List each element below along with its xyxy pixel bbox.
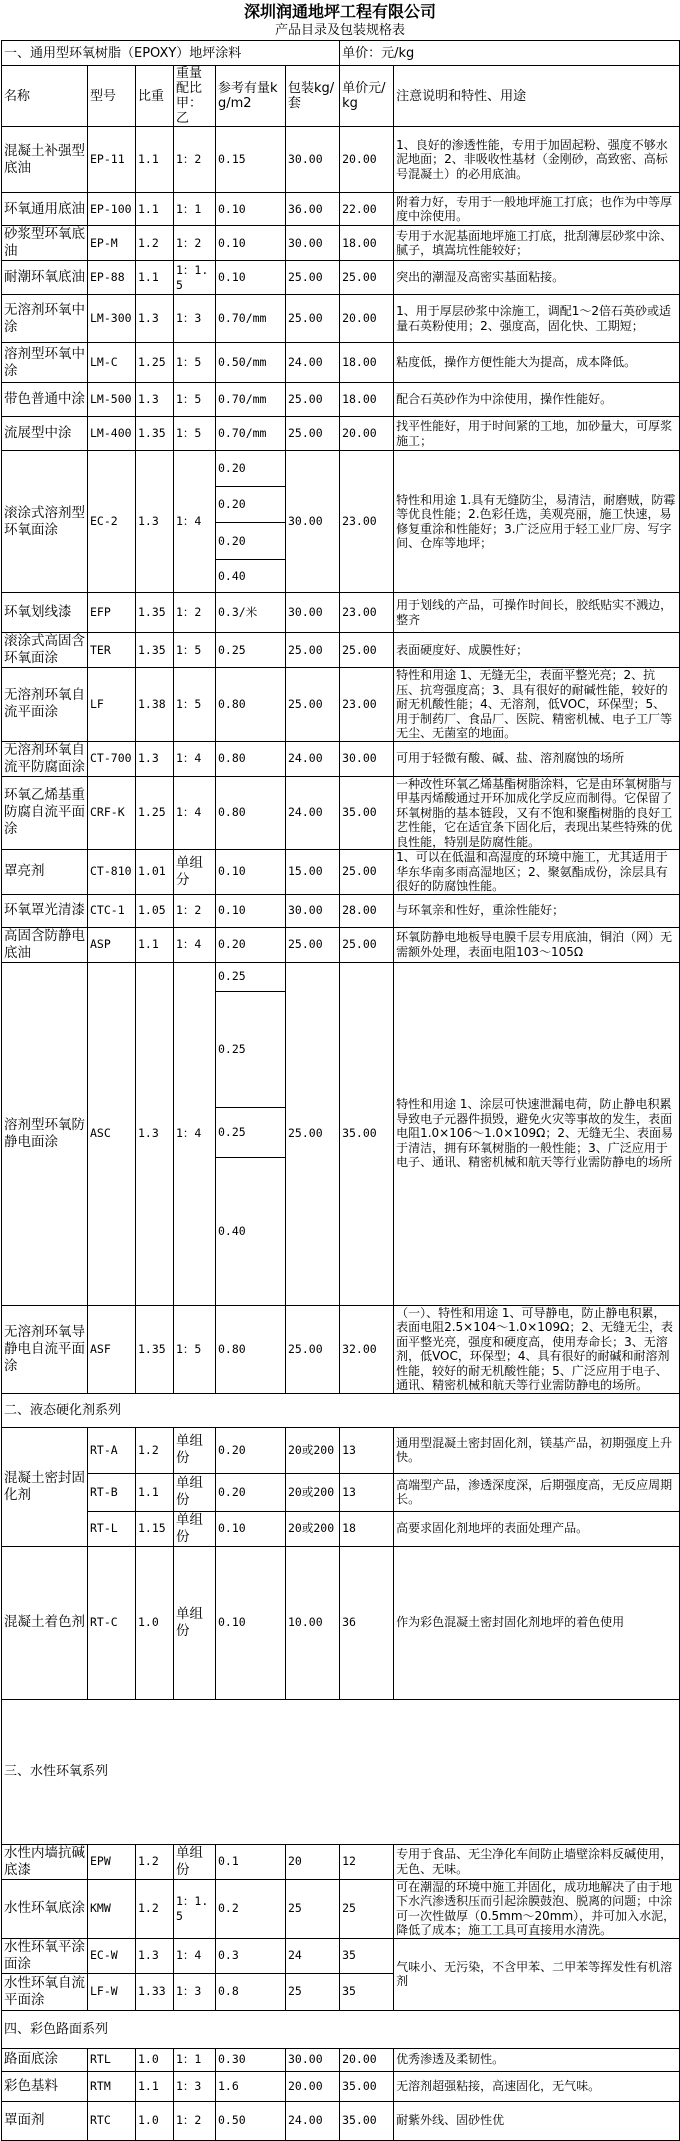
product-price: 20.00: [340, 2048, 394, 2071]
product-ratio: 1：1.5: [174, 261, 216, 295]
product-pack: 25.00: [286, 927, 340, 962]
product-pack: 25: [286, 1973, 340, 2010]
column-header-row: [2, 66, 680, 127]
product-model: CTC-1: [88, 894, 136, 927]
product-name: 高固含防静电底油: [2, 927, 88, 962]
product-price: 23.00: [340, 451, 394, 593]
product-sg: 1.1: [136, 927, 174, 962]
product-note: 与环氧亲和性好，重涂性能好；: [394, 894, 680, 927]
product-model: EP-M: [88, 226, 136, 261]
product-note: 优秀渗透及柔韧性。: [394, 2048, 680, 2071]
product-row: [2, 1879, 680, 1938]
product-usage: 0.80: [216, 741, 286, 776]
product-note: 找平性能好，用于时间紧的工地，加砂量大，可厚浆施工；: [394, 417, 680, 451]
product-ratio: 1：5: [174, 1305, 216, 1393]
product-ratio: 1：1.5: [174, 1879, 216, 1938]
product-price: 20.00: [340, 417, 394, 451]
product-price: 25.00: [340, 850, 394, 895]
column-ratio: 重量配比甲：乙: [174, 66, 216, 127]
product-usage: 0.10: [216, 261, 286, 295]
product-note: 高端型产品，渗透深度深，后期强度高，无反应周期长。: [394, 1473, 680, 1511]
product-name: 无溶剂环氧自流平面涂: [2, 668, 88, 742]
product-pack: 10.00: [286, 1546, 340, 1699]
product-usage: 0.50/mm: [216, 343, 286, 383]
product-row: [2, 1473, 680, 1511]
product-ratio: 1：5: [174, 417, 216, 451]
product-usage: 0.25: [216, 991, 286, 1107]
product-pack: 20.00: [286, 2071, 340, 2101]
product-model: RTL: [88, 2048, 136, 2071]
product-row: [2, 1305, 680, 1393]
product-pack: 25.00: [286, 295, 340, 343]
product-model: EP-88: [88, 261, 136, 295]
product-price: 28.00: [340, 894, 394, 927]
product-note: 粘度低，操作方便性能大为提高，成本降低。: [394, 343, 680, 383]
product-usage: 0.80: [216, 668, 286, 742]
product-row: [2, 593, 680, 633]
product-ratio: 单组分: [174, 850, 216, 895]
product-row: [2, 741, 680, 776]
product-usage: 0.10: [216, 850, 286, 895]
company-name: 深圳润通地坪工程有限公司: [243, 2, 436, 21]
product-note: 附着力好，专用于一般地坪施工打底；也作为中等厚度中涂使用。: [394, 193, 680, 226]
product-table: [1, 40, 680, 2141]
column-note: 注意说明和特性、用途: [394, 66, 680, 127]
product-ratio: 1：4: [174, 741, 216, 776]
product-price: 13: [340, 1473, 394, 1511]
product-sg: 1.15: [136, 1511, 174, 1546]
section-title: 一、通用型环氧树脂（EPOXY）地坪涂料: [2, 41, 340, 66]
product-sg: 1.3: [136, 1938, 174, 1973]
product-ratio: 1：5: [174, 668, 216, 742]
product-model: ASC: [88, 962, 136, 1305]
column-pack: 包装kg/套: [286, 66, 340, 127]
product-note: 高要求固化剂地坪的表面处理产品。: [394, 1511, 680, 1546]
product-ratio: 1：5: [174, 633, 216, 668]
product-price: 18.00: [340, 226, 394, 261]
product-ratio: 单组份: [174, 1511, 216, 1546]
product-model: EP-11: [88, 127, 136, 193]
product-pack: 20或200: [286, 1511, 340, 1546]
product-sg: 1.1: [136, 2071, 174, 2101]
product-name: 溶剂型环氧防静电面涂: [2, 962, 88, 1305]
product-price: 20.00: [340, 127, 394, 193]
product-sg: 1.3: [136, 962, 174, 1305]
product-usage: 0.40: [216, 560, 286, 593]
product-name: 罩面剂: [2, 2101, 88, 2140]
product-row: [2, 295, 680, 343]
product-usage: 0.50: [216, 2101, 286, 2140]
product-name: 环氧乙烯基重防腐自流平面涂: [2, 776, 88, 850]
column-price: 单价元/kg: [340, 66, 394, 127]
product-note: 气味小、无污染，不含甲苯、二甲苯等挥发性有机溶剂: [394, 1938, 680, 2010]
product-sg: 1.1: [136, 261, 174, 295]
product-name: 环氧罩光清漆: [2, 894, 88, 927]
product-sg: 1.0: [136, 1546, 174, 1699]
product-name: 无溶剂环氧导静电自流平面涂: [2, 1305, 88, 1393]
product-usage: 0.10: [216, 1511, 286, 1546]
product-usage: 0.20: [216, 523, 286, 560]
product-row: [2, 962, 680, 991]
product-usage: 0.8: [216, 1973, 286, 2010]
product-sg: 1.25: [136, 343, 174, 383]
product-sg: 1.38: [136, 668, 174, 742]
product-price: 32.00: [340, 1305, 394, 1393]
product-note: 突出的潮湿及高密实基面粘接。: [394, 261, 680, 295]
product-sg: 1.3: [136, 451, 174, 593]
product-sg: 1.0: [136, 2048, 174, 2071]
product-note: 可在潮湿的环境中施工并固化，成功地解决了由于地下水汽渗透积压而引起涂膜鼓泡、脱离的问题；中涂可一次性做厚（0.5mm～20mm），并可加入水泥，降低了成本；施工工具可直接用水清洗。: [394, 1879, 680, 1938]
product-pack: 24.00: [286, 741, 340, 776]
product-note: 一种改性环氧乙烯基酯树脂涂料，它是由环氧树脂与甲基丙烯酸通过开环加成化学反应而制得。它保留了环氧树脂的基本链段，又有不饱和聚酯树脂的良好工艺性能，它在适宜条下固化后，表现出某些特殊的优良性能，特别是防腐性能。: [394, 776, 680, 850]
product-name: 路面底涂: [2, 2048, 88, 2071]
product-usage: 0.10: [216, 193, 286, 226]
product-model: RT-L: [88, 1511, 136, 1546]
product-row: [2, 417, 680, 451]
product-sg: 1.01: [136, 850, 174, 895]
product-sg: 1.33: [136, 1973, 174, 2010]
product-pack: 30.00: [286, 226, 340, 261]
product-ratio: 1：4: [174, 451, 216, 593]
product-model: ASF: [88, 1305, 136, 1393]
product-price: 35.00: [340, 2101, 394, 2140]
product-usage: 0.3/米: [216, 593, 286, 633]
product-model: ASP: [88, 927, 136, 962]
product-price: 35.00: [340, 2071, 394, 2101]
product-price: 36: [340, 1546, 394, 1699]
product-name: 混凝土着色剂: [2, 1546, 88, 1699]
product-row: [2, 2048, 680, 2071]
product-name: 无溶剂环氧自流平防腐面涂: [2, 741, 88, 776]
product-price: 30.00: [340, 741, 394, 776]
product-name: 溶剂型环氧中涂: [2, 343, 88, 383]
product-ratio: 1：2: [174, 593, 216, 633]
product-row: [2, 1844, 680, 1879]
product-model: KMW: [88, 1879, 136, 1938]
product-note: 特性和用途 1、无缝无尘，表面平整光亮；2、抗压、抗弯强度高；3、具有很好的耐碱性能，较好的耐无机酸性能；4、无溶剂，低VOC，环保型；5、用于制药厂、食品厂、医院、精密机械、电子工厂等无尘、无菌室的地面。: [394, 668, 680, 742]
section-header: [2, 41, 680, 66]
product-row: [2, 226, 680, 261]
product-model: CT-700: [88, 741, 136, 776]
product-note: 通用型混凝土密封固化剂，镁基产品，初期强度上升快。: [394, 1427, 680, 1473]
product-sg: 1.3: [136, 295, 174, 343]
product-ratio: 1：1: [174, 2048, 216, 2071]
product-note: 作为彩色混凝土密封固化剂地坪的着色使用: [394, 1546, 680, 1699]
product-name: 滚涂式高固含环氧面涂: [2, 633, 88, 668]
product-usage: 0.10: [216, 1546, 286, 1699]
product-name: 水性环氧底涂: [2, 1879, 88, 1938]
product-model: RT-A: [88, 1427, 136, 1473]
product-model: LF: [88, 668, 136, 742]
section-title: 二、液态硬化剂系列: [2, 1393, 680, 1427]
product-model: RT-C: [88, 1546, 136, 1699]
product-model: EFP: [88, 593, 136, 633]
column-name: 名称: [2, 66, 88, 127]
product-sg: 1.05: [136, 894, 174, 927]
product-row: [2, 383, 680, 417]
product-price: 23.00: [340, 593, 394, 633]
product-model: EC-2: [88, 451, 136, 593]
product-pack: 25.00: [286, 1305, 340, 1393]
product-sg: 1.35: [136, 1305, 174, 1393]
product-note: 专用于食品、无尘净化车间防止墙壁涂料反碱使用，无色、无味。: [394, 1844, 680, 1879]
product-sg: 1.35: [136, 417, 174, 451]
product-group-name: 混凝土密封固化剂: [2, 1427, 88, 1546]
product-ratio: 1：3: [174, 2071, 216, 2101]
product-ratio: 1：2: [174, 2101, 216, 2140]
product-model: EP-100: [88, 193, 136, 226]
product-pack: 25.00: [286, 633, 340, 668]
product-name: 带色普通中涂: [2, 383, 88, 417]
product-price: 18.00: [340, 343, 394, 383]
product-note: （一）、特性和用途 1、可导静电，防止静电积累，表面电阻2.5×104～1.0×109Ω；2、无缝无尘，表面平整光亮，强度和硬度高，使用寿命长；3、无溶剂，低VOC，环保型；4、具有很好的耐碱和耐溶剂性能，较好的耐无机酸性能；5、广泛应用于电子、通讯、精密机械和航天等行业需防静电的场所。: [394, 1305, 680, 1393]
product-pack: 20: [286, 1844, 340, 1879]
product-model: RTM: [88, 2071, 136, 2101]
product-ratio: 1：2: [174, 127, 216, 193]
product-price: 35: [340, 1973, 394, 2010]
product-pack: 24: [286, 1938, 340, 1973]
product-ratio: 单组份: [174, 1546, 216, 1699]
product-name: 水性环氧平涂面涂: [2, 1938, 88, 1973]
product-price: 13: [340, 1427, 394, 1473]
product-usage: 0.20: [216, 927, 286, 962]
product-ratio: 1：4: [174, 927, 216, 962]
product-model: TER: [88, 633, 136, 668]
product-model: LM-500: [88, 383, 136, 417]
product-name: 无溶剂环氧中涂: [2, 295, 88, 343]
product-name: 流展型中涂: [2, 417, 88, 451]
product-row: [2, 2101, 680, 2140]
product-note: 用于划线的产品，可操作时间长，胶纸贴实不溅边，整齐: [394, 593, 680, 633]
product-note: 表面硬度好、成膜性好；: [394, 633, 680, 668]
column-sg: 比重: [136, 66, 174, 127]
product-pack: 30.00: [286, 451, 340, 593]
product-usage: 0.10: [216, 226, 286, 261]
product-model: LM-300: [88, 295, 136, 343]
product-model: LF-W: [88, 1973, 136, 2010]
product-sg: 1.1: [136, 127, 174, 193]
product-usage: 0.25: [216, 962, 286, 991]
product-pack: 24.00: [286, 776, 340, 850]
product-sg: 1.0: [136, 2101, 174, 2140]
product-pack: 15.00: [286, 850, 340, 895]
product-price: 22.00: [340, 193, 394, 226]
product-sg: 1.2: [136, 1844, 174, 1879]
section-title: 四、彩色路面系列: [2, 2010, 680, 2048]
product-ratio: 1：5: [174, 383, 216, 417]
product-usage: 0.70/mm: [216, 383, 286, 417]
section-header: [2, 2010, 680, 2048]
product-usage: 0.2: [216, 1879, 286, 1938]
product-note: 特性和用途 1.具有无缝防尘，易清洁，耐磨贼，防霉等优良性能；2.色彩任选，美观亮丽，施工快速，易修复重涂和性能好；3.广泛应用于轻工业厂房、写字间、仓库等地坪；: [394, 451, 680, 593]
section-title: 三、水性环氧系列: [2, 1699, 680, 1844]
product-ratio: 1：4: [174, 776, 216, 850]
product-name: 环氧划线漆: [2, 593, 88, 633]
product-pack: 30.00: [286, 2048, 340, 2071]
product-note: 无溶剂超强粘接，高速固化，无气味。: [394, 2071, 680, 2101]
product-usage: 0.70/mm: [216, 295, 286, 343]
product-sg: 1.2: [136, 1879, 174, 1938]
product-usage: 0.30: [216, 2048, 286, 2071]
product-row: [2, 2071, 680, 2101]
product-ratio: 1：3: [174, 1973, 216, 2010]
product-price: 35.00: [340, 776, 394, 850]
product-name: 彩色基料: [2, 2071, 88, 2101]
product-price: 35.00: [340, 962, 394, 1305]
product-usage: 0.20: [216, 487, 286, 523]
product-pack: 20或200: [286, 1427, 340, 1473]
product-note: 耐紫外线、固砂性优: [394, 2101, 680, 2140]
product-name: 环氧通用底油: [2, 193, 88, 226]
product-pack: 30.00: [286, 127, 340, 193]
product-pack: 36.00: [286, 193, 340, 226]
product-price: 23.00: [340, 668, 394, 742]
product-note: 环氧防静电地板导电膜千层专用底油，铜泊（网）无需额外处理，表面电阻103～105Ω: [394, 927, 680, 962]
product-row: [2, 776, 680, 850]
document-header: [0, 0, 680, 40]
product-pack: 30.00: [286, 894, 340, 927]
product-ratio: 单组份: [174, 1427, 216, 1473]
column-model: 型号: [88, 66, 136, 127]
product-price: 12: [340, 1844, 394, 1879]
product-ratio: 1：4: [174, 1938, 216, 1973]
product-row: [2, 668, 680, 742]
product-usage: 0.20: [216, 1473, 286, 1511]
product-usage: 0.80: [216, 776, 286, 850]
product-price: 18: [340, 1511, 394, 1546]
product-pack: 25.00: [286, 962, 340, 1305]
product-model: RTC: [88, 2101, 136, 2140]
product-row: [2, 343, 680, 383]
section-header: [2, 1393, 680, 1427]
product-ratio: 1：4: [174, 962, 216, 1305]
product-price: 25.00: [340, 261, 394, 295]
product-pack: 25.00: [286, 668, 340, 742]
product-name: 滚涂式溶剂型环氧面涂: [2, 451, 88, 593]
product-row: [2, 633, 680, 668]
product-ratio: 1：2: [174, 894, 216, 927]
product-usage: 0.20: [216, 1427, 286, 1473]
product-ratio: 1：5: [174, 343, 216, 383]
product-usage: 0.3: [216, 1938, 286, 1973]
product-row: [2, 127, 680, 193]
product-name: 水性内墙抗碱底漆: [2, 1844, 88, 1879]
product-pack: 24.00: [286, 343, 340, 383]
product-price: 25: [340, 1879, 394, 1938]
product-note: 1、良好的渗透性能，专用于加固起粉、强度不够水泥地面；2、非吸收性基材（金刚砂，高致密、高标号混凝土）的必用底油。: [394, 127, 680, 193]
product-pack: 25.00: [286, 261, 340, 295]
product-sg: 1.2: [136, 1427, 174, 1473]
product-row: [2, 894, 680, 927]
product-row: [2, 1511, 680, 1546]
product-usage: 0.80: [216, 1305, 286, 1393]
product-row: [2, 850, 680, 895]
product-note: 专用于水泥基面地坪施工打底，批刮薄层砂浆中涂、腻子，填嵩坑性能较好；: [394, 226, 680, 261]
product-row: [2, 261, 680, 295]
product-name: 罩亮剂: [2, 850, 88, 895]
product-ratio: 1：1: [174, 193, 216, 226]
product-model: EPW: [88, 1844, 136, 1879]
product-model: CRF-K: [88, 776, 136, 850]
product-pack: 24.00: [286, 2101, 340, 2140]
product-usage: 1.6: [216, 2071, 286, 2101]
product-ratio: 单组份: [174, 1473, 216, 1511]
product-note: 可用于轻微有酸、碱、盐、溶剂腐蚀的场所: [394, 741, 680, 776]
product-model: CT-810: [88, 850, 136, 895]
product-note: 特性和用途 1、涂层可快速泄漏电荷，防止静电积累导致电子元器件损毁，避免火灾等事故的发生，表面电阻1.0×106～1.0×109Ω；2、无缝无尘、表面易于清洁，拥有环氧树脂的一般性能；3、广泛应用于电子、通讯、精密机械和航天等行业需防静电的场所: [394, 962, 680, 1305]
product-model: EC-W: [88, 1938, 136, 1973]
product-ratio: 单组份: [174, 1844, 216, 1879]
product-sg: 1.1: [136, 193, 174, 226]
product-price: 20.00: [340, 295, 394, 343]
section-header: [2, 1699, 680, 1844]
product-note: 1、用于厚层砂浆中涂施工，调配1～2倍石英砂或适量石英粉使用；2、强度高，固化快、工期短；: [394, 295, 680, 343]
product-usage: 0.40: [216, 1157, 286, 1305]
product-row: [2, 1938, 680, 1973]
product-usage: 0.20: [216, 451, 286, 487]
product-ratio: 1：2: [174, 226, 216, 261]
product-row: [2, 451, 680, 487]
product-price: 18.00: [340, 383, 394, 417]
product-usage: 0.15: [216, 127, 286, 193]
product-row: [2, 1427, 680, 1473]
product-pack: 20或200: [286, 1473, 340, 1511]
price-unit: 单价：元/kg: [340, 41, 680, 66]
product-price: 35: [340, 1938, 394, 1973]
product-sg: 1.25: [136, 776, 174, 850]
product-sg: 1.3: [136, 383, 174, 417]
product-model: LM-400: [88, 417, 136, 451]
product-sg: 1.3: [136, 741, 174, 776]
product-name: 混凝土补强型底油: [2, 127, 88, 193]
product-row: [2, 927, 680, 962]
product-pack: 25.00: [286, 383, 340, 417]
product-sg: 1.35: [136, 593, 174, 633]
product-name: 砂浆型环氧底油: [2, 226, 88, 261]
product-pack: 25.00: [286, 417, 340, 451]
product-pack: 30.00: [286, 593, 340, 633]
product-model: RT-B: [88, 1473, 136, 1511]
product-ratio: 1：3: [174, 295, 216, 343]
product-usage: 0.25: [216, 1107, 286, 1157]
product-name: 水性环氧自流平面涂: [2, 1973, 88, 2010]
product-name: 耐潮环氧底油: [2, 261, 88, 295]
column-usage: 参考有量kg/m2: [216, 66, 286, 127]
product-usage: 0.1: [216, 1844, 286, 1879]
product-price: 25.00: [340, 927, 394, 962]
product-pack: 25: [286, 1879, 340, 1938]
product-price: 25.00: [340, 633, 394, 668]
product-sg: 1.2: [136, 226, 174, 261]
product-note: 1、可以在低温和高湿度的环境中施工，尤其适用于华东华南多雨高湿地区；2、聚氨酯成份，涂层具有很好的防腐蚀性能。: [394, 850, 680, 895]
product-usage: 0.25: [216, 633, 286, 668]
product-usage: 0.10: [216, 894, 286, 927]
product-row: [2, 1546, 680, 1699]
product-row: [2, 193, 680, 226]
product-note: 配合石英砂作为中涂使用，操作性能好。: [394, 383, 680, 417]
product-model: LM-C: [88, 343, 136, 383]
product-sg: 1.1: [136, 1473, 174, 1511]
product-sg: 1.35: [136, 633, 174, 668]
product-usage: 0.70/mm: [216, 417, 286, 451]
document-subtitle: 产品目录及包装规格表: [274, 23, 405, 38]
